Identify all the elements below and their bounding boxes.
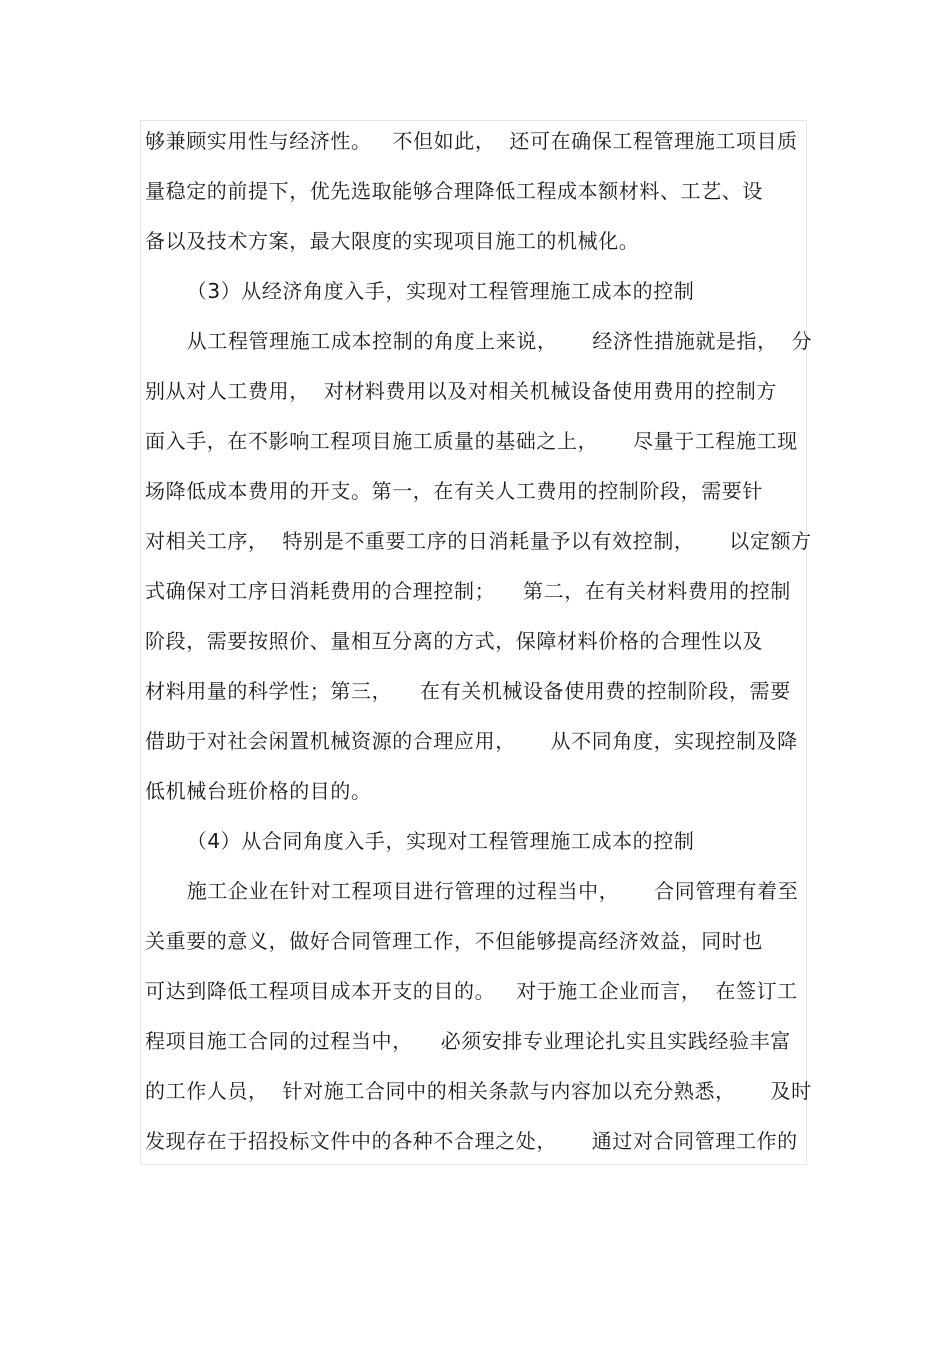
section-heading: （4）从合同角度入手，实现对工程管理施工成本的控制 <box>145 829 695 853</box>
text-line: 发现存在于招投标文件中的各种不合理之处， 通过对合同管理工作的 <box>145 1129 798 1153</box>
text-line: 面入手，在不影响工程项目施工质量的基础之上， 尽量于工程施工现 <box>145 429 798 453</box>
document-body <box>145 116 813 1166</box>
text-line: 可达到降低工程项目成本开支的目的。 对于施工企业而言， 在签订工 <box>145 979 798 1003</box>
text-line: 量稳定的前提下，优先选取能够合理降低工程成本额材料、工艺、设 <box>145 179 763 203</box>
text-line: 阶段，需要按照价、量相互分离的方式，保障材料价格的合理性以及 <box>145 629 763 653</box>
text-line: 对相关工序， 特别是不重要工序的日消耗量予以有效控制， 以定额方 <box>145 529 812 553</box>
text-line: 程项目施工合同的过程当中， 必须安排专业理论扎实且实践经验丰富 <box>145 1029 791 1053</box>
text-line: 低机械台班价格的目的。 <box>145 779 372 803</box>
text-line: 备以及技术方案，最大限度的实现项目施工的机械化。 <box>145 229 640 253</box>
text-line: 从工程管理施工成本控制的角度上来说， 经济性措施就是指， 分 <box>145 329 813 353</box>
text-line: 施工企业在针对工程项目进行管理的过程当中， 合同管理有着至 <box>145 879 799 903</box>
section-heading: （3）从经济角度入手，实现对工程管理施工成本的控制 <box>145 279 695 303</box>
text-line: 式确保对工序日消耗费用的合理控制； 第二，在有关材料费用的控制 <box>145 579 791 603</box>
text-line: 关重要的意义，做好合同管理工作，不但能够提高经济效益，同时也 <box>145 929 763 953</box>
text-line: 的工作人员， 针对施工合同中的相关条款与内容加以充分熟悉， 及时 <box>145 1079 812 1103</box>
text-line: 材料用量的科学性；第三， 在有关机械设备使用费的控制阶段，需要 <box>145 679 791 703</box>
text-line: 够兼顾实用性与经济性。 不但如此， 还可在确保工程管理施工项目质 <box>145 129 798 153</box>
text-line: 别从对人工费用， 对材料费用以及对相关机械设备使用费用的控制方 <box>145 379 777 403</box>
text-line: 借助于对社会闲置机械资源的合理应用， 从不同角度，实现控制及降 <box>145 729 798 753</box>
text-line: 场降低成本费用的开支。第一，在有关人工费用的控制阶段，需要针 <box>145 479 763 503</box>
